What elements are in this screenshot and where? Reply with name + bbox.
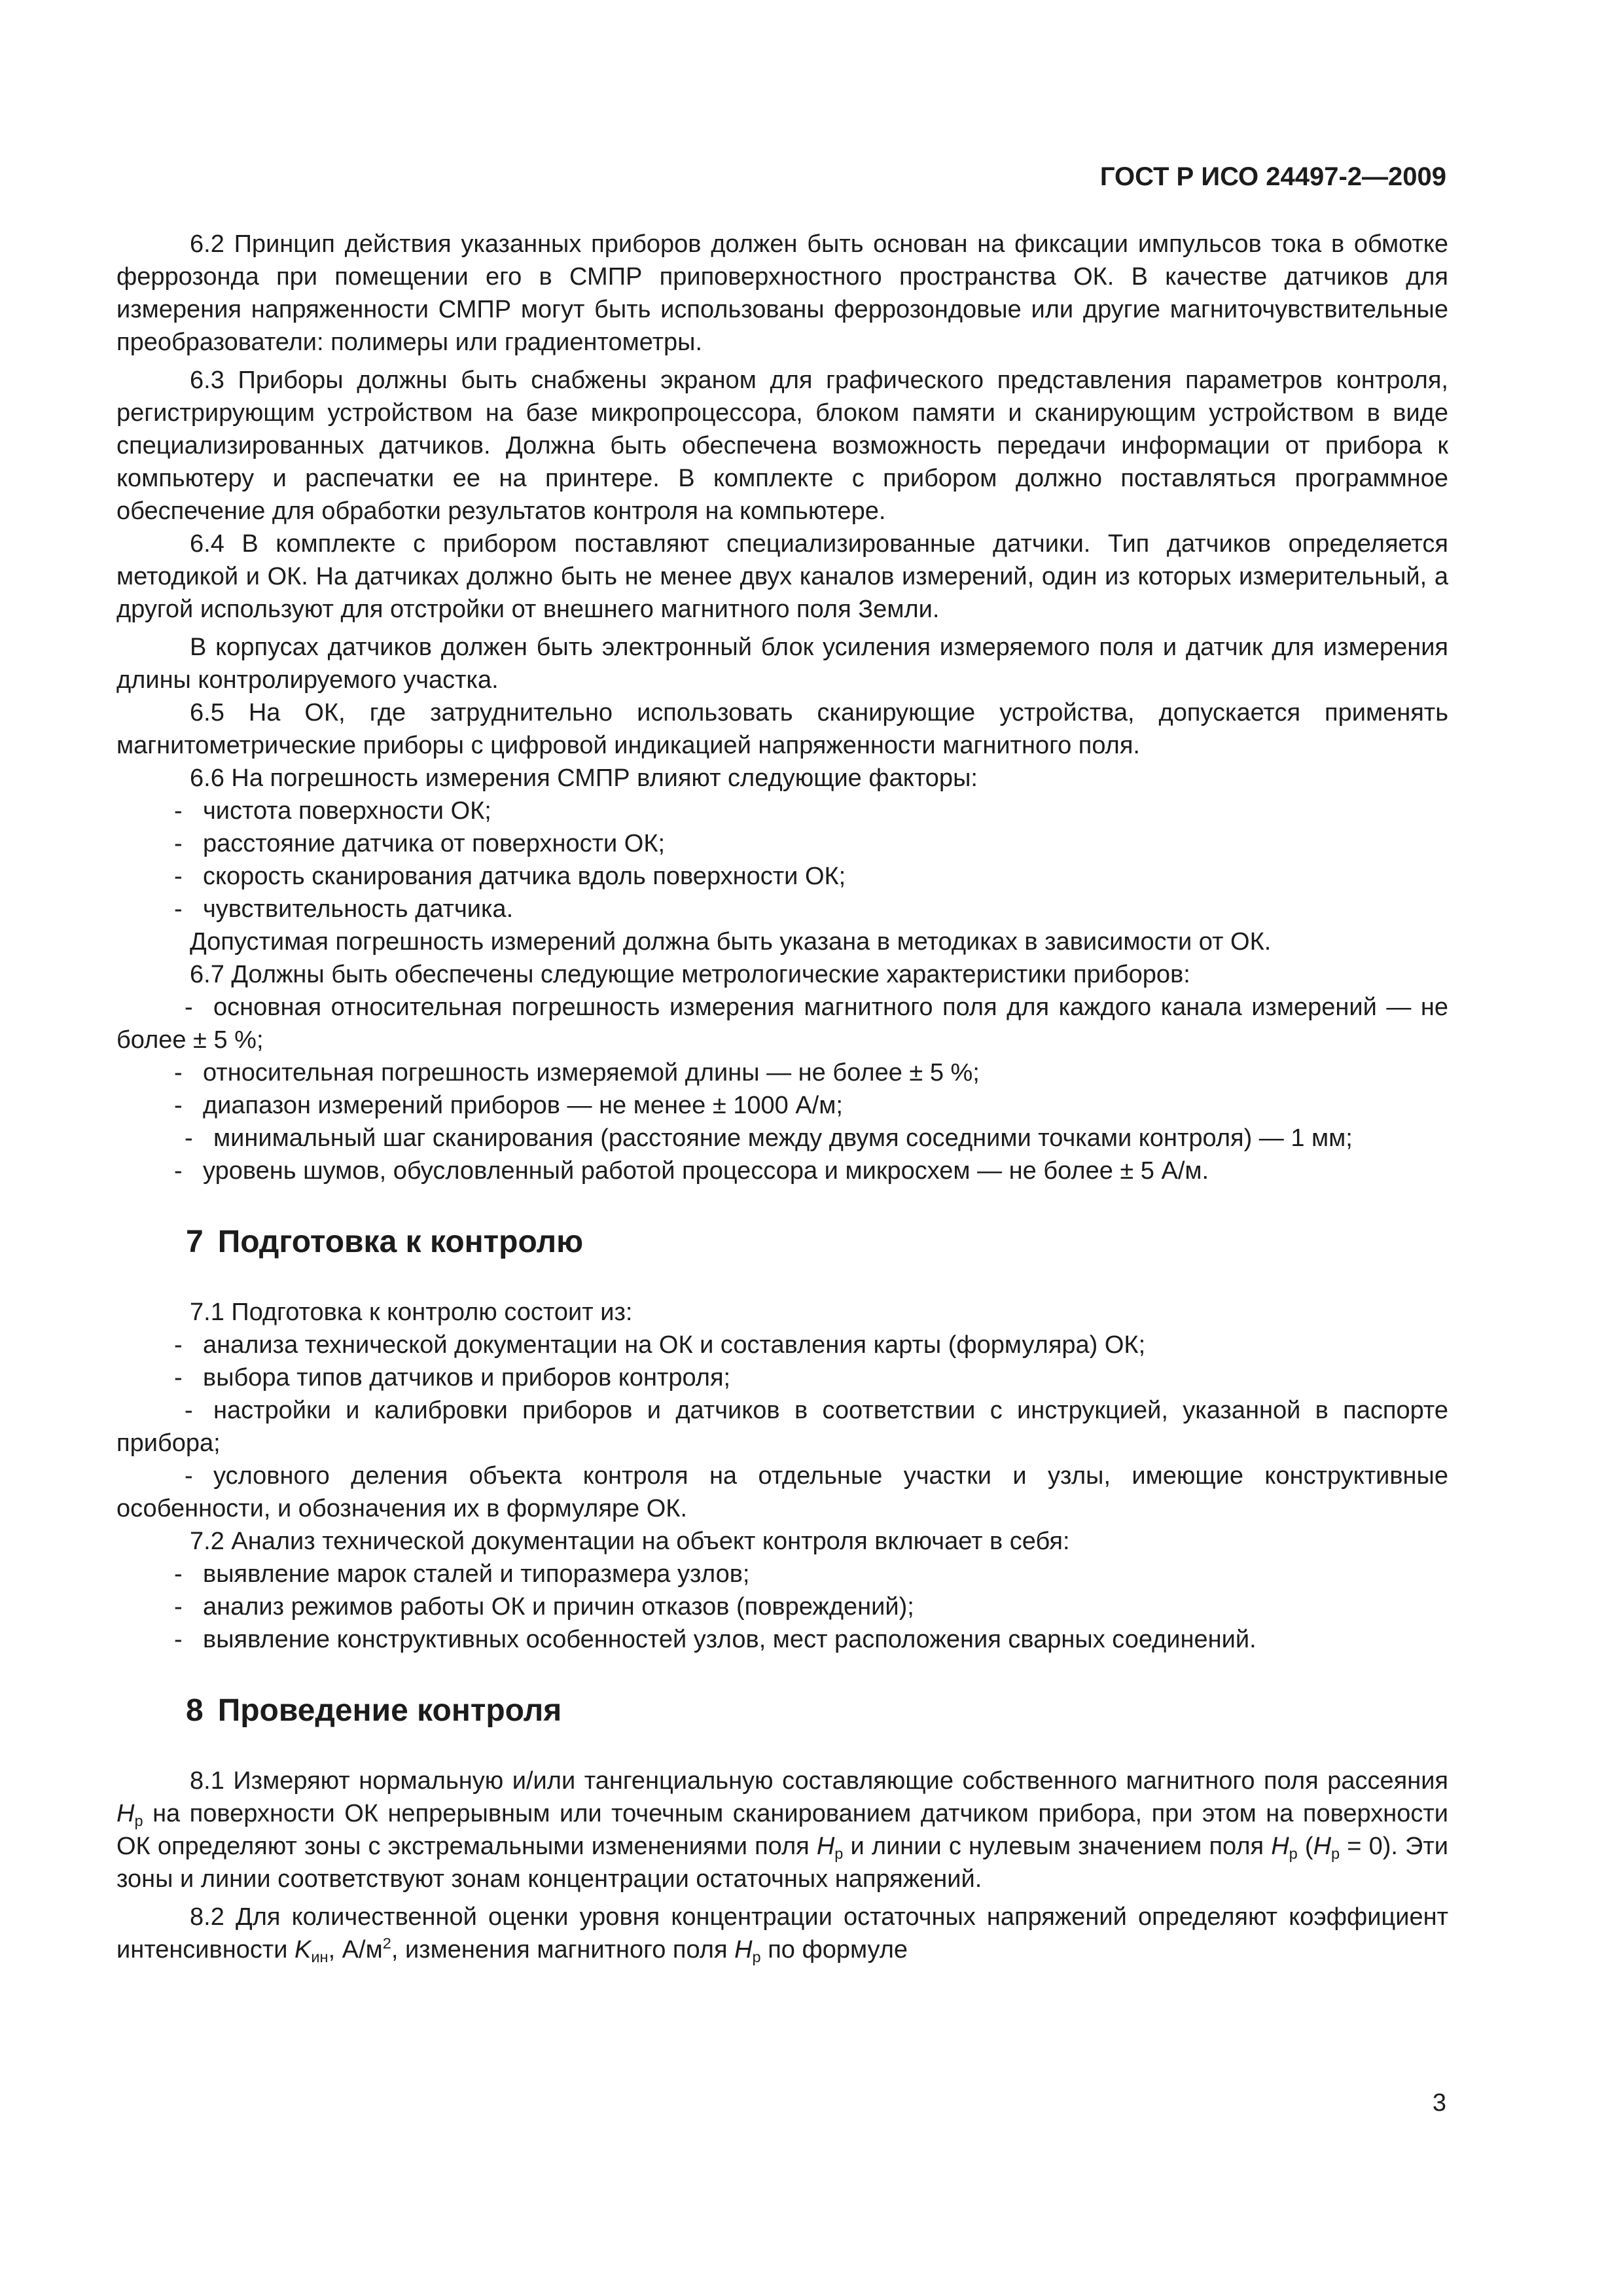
list-item: - расстояние датчика от поверхности ОК; [174,830,666,857]
list-item: - условного деления объекта контроля на отдельные участки и узлы, имеющие конструктивные особенности, и обозначения их в формуляре ОК. [116,1462,1448,1522]
list-item: - выявление конструктивных особенностей узлов, мест расположения сварных соединений. [174,1626,1257,1653]
section-number: 7 [186,1225,204,1259]
list-item: - выбора типов датчиков и приборов контроля; [174,1364,731,1391]
list-item: - настройки и калибровки приборов и датчиков в соответствии с инструкцией, указанной в паспорте прибора; [116,1397,1448,1457]
paragraph-7-1: 7.1 Подготовка к контролю состоит из: [190,1299,633,1326]
section-heading-8 [116,1691,1448,1731]
list-item: - чувствительность датчика. [174,895,514,923]
section-heading-7 [116,1223,1448,1262]
paragraph-6-3: 6.3 Приборы должны быть снабжены экраном для графического представления параметров контроля, регистрирующим устройством на базе микропроцессора, блоком памяти и сканирующим устройством в виде специализированных датчиков. Должна быть обеспечена возможность передачи информации от прибора к компьютеру и распечатки ее на принтере. В комплекте с прибором должно поставляться программное обеспечение для обработки результатов контроля на компьютере. [116,367,1448,525]
list-item: - анализ режимов работы ОК и причин отказов (повреждений); [174,1593,914,1621]
paragraph-6-4: 6.4 В комплекте с прибором поставляют специализированные датчики. Тип датчиков определяется методикой и ОК. На датчиках должно быть не менее двух каналов измерений, один из которых измерительный, а другой используют для отстройки от внешнего магнитного поля Земли. [116,530,1448,623]
list-item: - относительная погрешность измеряемой длины — не более ± 5 %; [174,1059,980,1086]
list-item: - уровень шумов, обусловленный работой процессора и микросхем — не более ± 5 А/м. [174,1157,1209,1185]
paragraph-6-4-continued: В корпусах датчиков должен быть электронный блок усиления измеряемого поля и датчик для измерения длины контролируемого участка. [116,634,1448,694]
list-item: - скорость сканирования датчика вдоль поверхности ОК; [174,863,846,890]
list-item: - минимальный шаг сканирования (расстояние между двумя соседними точками контроля) — 1 мм; [185,1124,1353,1152]
list-item: - основная относительная погрешность измерения магнитного поля для каждого канала измерений — не более ± 5 %; [116,994,1448,1054]
page-number: 3 [1432,2089,1446,2117]
paragraph-6-6-note: Допустимая погрешность измерений должна быть указана в методиках в зависимости от ОК. [190,928,1272,956]
list-item: - выявление марок сталей и типоразмера узлов; [174,1560,750,1588]
paragraph-8-2: 8.2 Для количественной оценки уровня концентрации остаточных напряжений определяют коэффициент интенсивности $K_{ин}$, $А/м^2$, изменения магнитного поля $H_р$ по формуле [116,1903,1448,1966]
paragraph-6-7: 6.7 Должны быть обеспечены следующие метрологические характеристики приборов: [190,961,1190,988]
document-code-header: ГОСТ Р ИСО 24497-2—2009 [1099,162,1446,191]
paragraph-7-2: 7.2 Анализ технической документации на объект контроля включает в себя: [190,1528,1070,1555]
paragraph-6-2: 6.2 Принцип действия указанных приборов должен быть основан на фиксации импульсов тока в обмотке феррозонда при помещении его в СМПР приповерхностного пространства ОК. В качестве датчиков для измерения напряженности СМПР могут быть использованы феррозондовые или другие магниточувствительные преобразователи: полимеры или градиентометры. [116,230,1448,356]
section-title: Проведение контроля [217,1693,562,1728]
section-number: 8 [186,1693,204,1728]
document-body [116,228,1448,1966]
section-title: Подготовка к контролю [217,1225,584,1259]
paragraph-6-5: 6.5 На ОК, где затруднительно использовать сканирующие устройства, допускается применять магнитометрические приборы с цифровой индикацией напряженности магнитного поля. [116,699,1448,759]
list-item: - диапазон измерений приборов — не менее ± 1000 А/м; [174,1092,843,1119]
list-item: - анализа технической документации на ОК и составления карты (формуляра) ОК; [174,1331,1146,1359]
paragraph-8-1: 8.1 Измеряют нормальную и/или тангенциальную составляющие собственного магнитного поля рассеяния $H_р$ на поверхности ОК непрерывным или точечным сканированием датчиком прибора, при этом на поверхности ОК определяют зоны с экстремальными изменениями поля $H_р$ и линии с нулевым значением поля $H_р$ $(H_р = 0)$. Эти зоны и линии соответствуют зонам концентрации остаточных напряжений. [116,1767,1448,1893]
list-item: - чистота поверхности ОК; [174,797,491,825]
paragraph-6-6: 6.6 На погрешность измерения СМПР влияют следующие факторы: [190,764,978,792]
